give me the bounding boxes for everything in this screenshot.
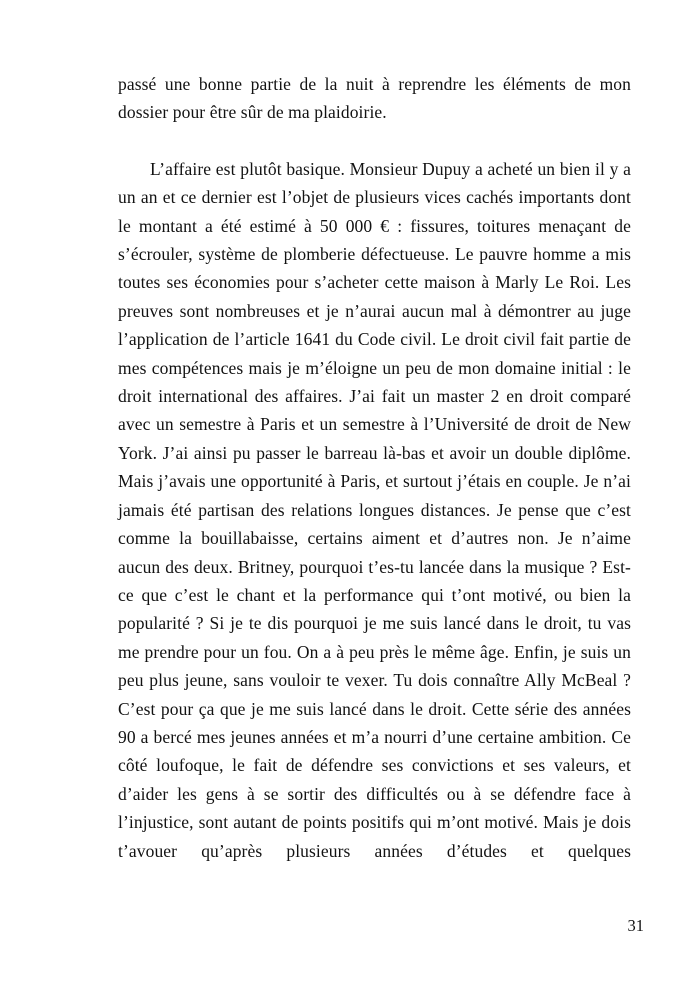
paragraph-main: L’affaire est plutôt basique. Monsieur Dupuy a acheté un bien il y a un an et ce dernier est l’objet de plusieurs vices cachés importants dont le montant a été estimé à 50 000 € : fissures, toitures menaçant de s’écrouler, système de plomberie défectueuse. Le pauvre homme a mis toutes ses économies pour s’acheter cette maison à Marly Le Roi. Les preuves sont nombreuses et je n’aurai aucun mal à démontrer au juge l’application de l’article 1641 du Code civil. Le droit civil fait partie de mes compétences mais je m’éloigne un peu de mon domaine initial : le droit international des affaires. J’ai fait un master 2 en droit comparé avec un semestre à Paris et un semestre à l’Université de droit de New York. J’ai ainsi pu passer le barreau là-bas et avoir un double diplôme. Mais j’avais une opportunité à Paris, et surtout j’étais en couple. Je n’ai jamais été partisan des relations longues distances. Je pense que c’est comme la bouillabaisse, certains aiment et d’autres non. Je n’aime aucun des deux. Britney, pourquoi t’es-tu lancée dans la musique ? Est-ce que c’est le chant et la performance qui t’ont motivé, ou bien la popularité ? Si je te dis pourquoi je me suis lancé dans le droit, tu vas me prendre pour un fou. On a à peu près le même âge. Enfin, je suis un peu plus jeune, sans vouloir te vexer. Tu dois connaître Ally McBeal ? C’est pour ça que je me suis lancé dans le droit. Cette série des années 90 a bercé mes jeunes années et m’a nourri d’une certaine ambition. Ce côté loufoque, le fait de défendre ses convictions et ses valeurs, et d’aider les gens à se sortir des difficultés ou à se défendre face à l’injustice, sont autant de points positifs qui m’ont motivé. Mais je dois t’avouer qu’après plusieurs années d’études et quelques — [118, 158, 631, 861]
page-number: 31 — [627, 916, 644, 935]
body-text — [118, 70, 631, 865]
paragraph-continuation: passé une bonne partie de la nuit à reprendre les éléments de mon dossier pour être sûr de ma plaidoirie. — [118, 74, 631, 123]
